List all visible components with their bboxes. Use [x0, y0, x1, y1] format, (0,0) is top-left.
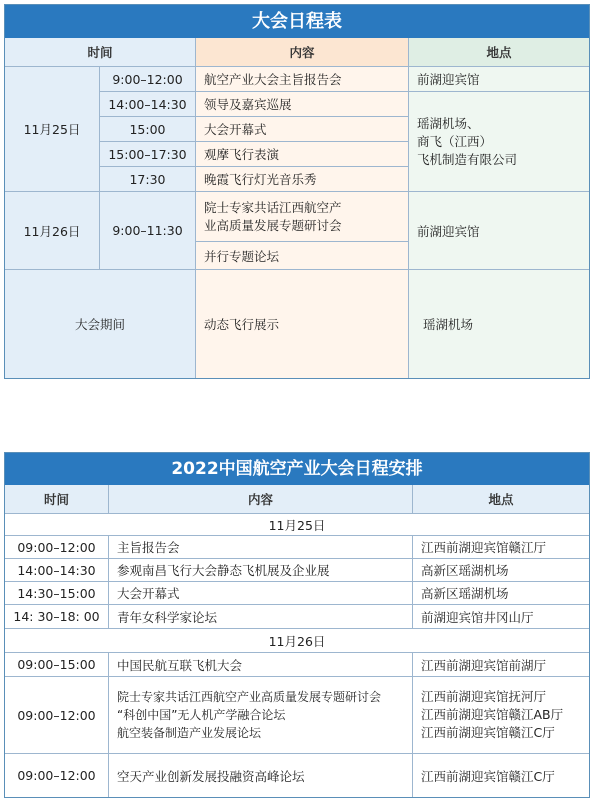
s2-day2-content-2c: 航空装备制造产业发展论坛: [117, 726, 262, 740]
s2-day2-content-3: 空天产业创新发展投融资高峰论坛: [109, 754, 413, 797]
day1-place-b-line2: 商飞（江西）: [417, 133, 493, 149]
day1-content-2: 领导及嘉宾巡展: [196, 92, 409, 117]
s2-day1-content-1: 主旨报告会: [109, 536, 413, 559]
s2-day2-time-3: 09:00–12:00: [5, 754, 109, 797]
schedule-table-1: [4, 4, 590, 379]
s2-day1-time-1: 09:00–12:00: [5, 536, 109, 559]
schedule-1-title: 大会日程表: [5, 5, 589, 38]
s2-day1-content-2: 参观南昌飞行大会静态飞机展及企业展: [109, 559, 413, 582]
s2-day2-place-3: 江西前湖迎宾馆赣江C厅: [413, 754, 589, 797]
schedule-2-title: 2022中国航空产业大会日程安排: [5, 453, 589, 485]
day1-place-b-line3: 飞机制造有限公司: [417, 151, 518, 167]
s2-day2-time-2: 09:00–12:00: [5, 677, 109, 754]
period-label: 大会期间: [5, 270, 196, 378]
day1-time-1: 9:00–12:00: [100, 67, 196, 92]
day1-date: 11月25日: [5, 67, 100, 192]
day1-time-2: 14:00–14:30: [100, 92, 196, 117]
day1-label: 11月25日: [5, 514, 589, 536]
s2-day2-places-2: [413, 677, 589, 754]
day1-content-4: 观摩飞行表演: [196, 142, 409, 167]
period-content: 动态飞行展示: [196, 270, 409, 378]
header2-content: 内容: [109, 485, 413, 514]
day2-content-1-line1: 院士专家共话江西航空产: [204, 199, 342, 215]
day2-time: 9:00–11:30: [100, 192, 196, 270]
day1-place-b: [409, 92, 589, 192]
s2-day2-content-2b: “科创中国”无人机产学融合论坛: [117, 708, 286, 722]
s2-day1-time-2: 14:00–14:30: [5, 559, 109, 582]
day2-label: 11月26日: [5, 629, 589, 653]
s2-day1-place-4: 前湖迎宾馆井冈山厅: [413, 605, 589, 629]
day1-time-3: 15:00: [100, 117, 196, 142]
s2-day2-content-1: 中国民航互联飞机大会: [109, 653, 413, 677]
s2-day2-place-2a: 江西前湖迎宾馆抚河厅: [421, 689, 547, 704]
period-place: 瑶湖机场: [409, 270, 589, 378]
header2-place: 地点: [413, 485, 589, 514]
header-place: 地点: [409, 38, 589, 67]
day2-date: 11月26日: [5, 192, 100, 270]
s2-day2-place-2c: 江西前湖迎宾馆赣江C厅: [421, 725, 555, 740]
day1-time-5: 17:30: [100, 167, 196, 192]
s2-day1-time-3: 14:30–15:00: [5, 582, 109, 605]
s2-day2-contents-2: [109, 677, 413, 754]
day1-content-5: 晚霞飞行灯光音乐秀: [196, 167, 409, 192]
day1-content-3: 大会开幕式: [196, 117, 409, 142]
day1-content-1: 航空产业大会主旨报告会: [196, 67, 409, 92]
header-content: 内容: [196, 38, 409, 67]
s2-day1-place-3: 高新区瑶湖机场: [413, 582, 589, 605]
day2-place: 前湖迎宾馆: [409, 192, 589, 270]
header-time: 时间: [5, 38, 196, 67]
day1-place-b-line1: 瑶湖机场、: [417, 115, 480, 131]
day2-content-1: [196, 192, 409, 242]
schedule-table-2: [4, 452, 590, 798]
s2-day2-place-2b: 江西前湖迎宾馆赣江AB厅: [421, 707, 564, 722]
day2-content-2: 并行专题论坛: [196, 242, 409, 270]
day1-time-4: 15:00–17:30: [100, 142, 196, 167]
s2-day1-time-4: 14: 30–18: 00: [5, 605, 109, 629]
s2-day2-time-1: 09:00–15:00: [5, 653, 109, 677]
s2-day1-content-4: 青年女科学家论坛: [109, 605, 413, 629]
header2-time: 时间: [5, 485, 109, 514]
s2-day1-content-3: 大会开幕式: [109, 582, 413, 605]
day2-content-1-line2: 业高质量发展专题研讨会: [204, 217, 342, 233]
s2-day1-place-1: 江西前湖迎宾馆赣江厅: [413, 536, 589, 559]
s2-day2-place-1: 江西前湖迎宾馆前湖厅: [413, 653, 589, 677]
s2-day1-place-2: 高新区瑶湖机场: [413, 559, 589, 582]
day1-place-a: 前湖迎宾馆: [409, 67, 589, 92]
s2-day2-content-2a: 院士专家共话江西航空产业高质量发展专题研讨会: [117, 690, 382, 704]
